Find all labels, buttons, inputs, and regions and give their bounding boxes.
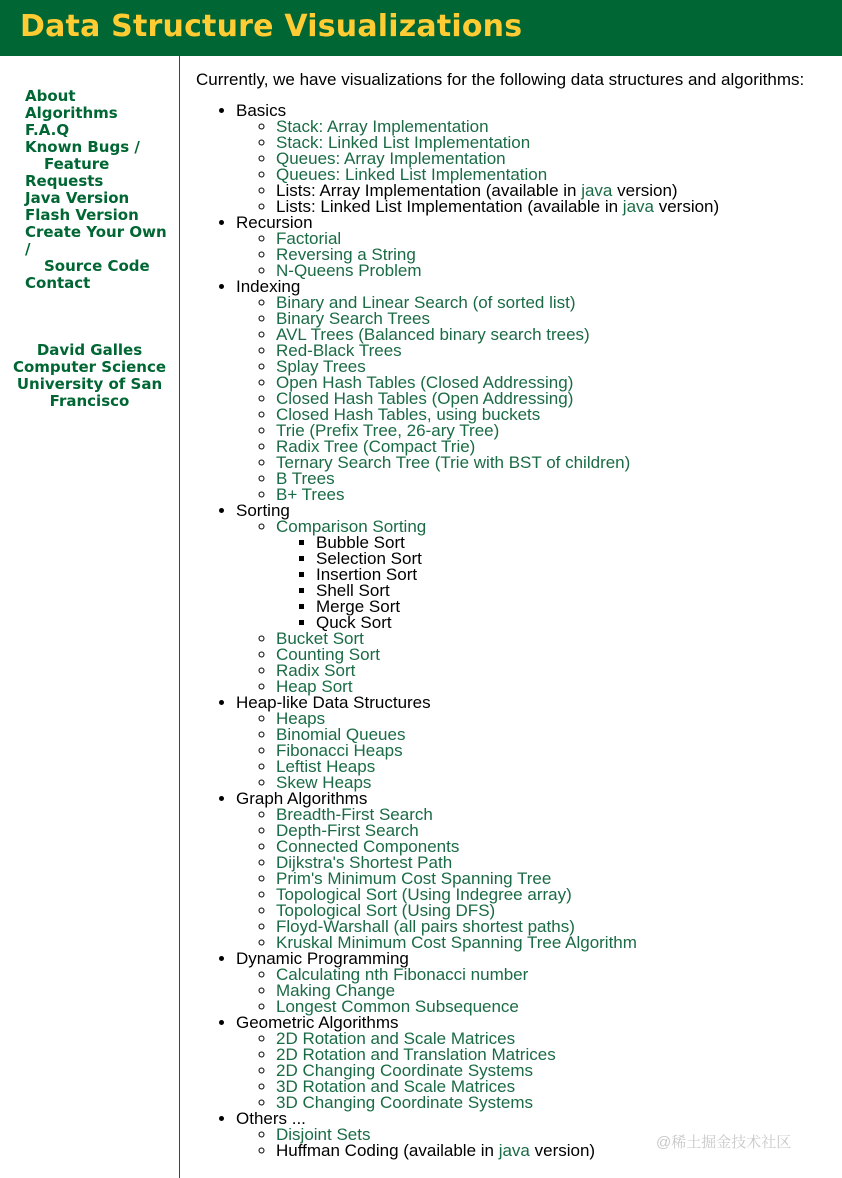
visualization-link[interactable]: Leftist Heaps <box>276 757 376 776</box>
sub-list-item: ▪ Shell Sort <box>316 583 836 599</box>
visualization-link[interactable]: Breadth-First Search <box>276 805 433 824</box>
sidebar-link-label: F.A.Q <box>25 121 70 139</box>
visualization-link[interactable]: Ternary Search Tree (Trie with BST of children) <box>276 453 631 472</box>
sub-item-list <box>276 535 836 631</box>
visualization-link[interactable]: Stack: Linked List Implementation <box>276 133 531 152</box>
sidebar-nav <box>25 88 175 292</box>
sub-list-item: ▪ Insertion Sort <box>316 567 836 583</box>
section-graph-algorithms <box>236 791 836 951</box>
sidebar <box>0 56 180 1178</box>
item-text-suffix: version) <box>653 197 720 216</box>
visualization-link[interactable]: Topological Sort (Using Indegree array) <box>276 885 572 904</box>
visualization-link[interactable]: B+ Trees <box>276 485 345 504</box>
list-item <box>276 199 836 215</box>
item-text: Huffman Coding (available in <box>276 1141 499 1160</box>
section-title: Recursion <box>236 213 313 232</box>
section-title: Indexing <box>236 277 301 296</box>
sidebar-link-label: Algorithms <box>25 104 118 122</box>
sidebar-link-label: / <box>25 240 31 258</box>
sidebar-link-label: Java Version <box>25 189 130 207</box>
visualization-link[interactable]: Bucket Sort <box>276 629 364 648</box>
list-item <box>276 263 836 279</box>
item-text: Lists: Linked List Implementation (available in <box>276 197 623 216</box>
sidebar-link-label: Known Bugs / <box>25 138 140 156</box>
section-title: Others ... <box>236 1109 306 1128</box>
visualization-link[interactable]: Closed Hash Tables, using buckets <box>276 405 541 424</box>
item-list <box>236 711 836 791</box>
visualization-link[interactable]: Dijkstra's Shortest Path <box>276 853 453 872</box>
sidebar-link-label: Flash Version <box>25 206 139 224</box>
section-basics <box>236 103 836 215</box>
section-heap-like-data-structures <box>236 695 836 791</box>
visualization-link[interactable]: Floyd-Warshall (all pairs shortest paths) <box>276 917 575 936</box>
visualization-link[interactable]: Binomial Queues <box>276 725 406 744</box>
visualization-link[interactable]: Red-Black Trees <box>276 341 402 360</box>
item-list <box>236 967 836 1015</box>
section-recursion <box>236 215 836 279</box>
visualization-link[interactable]: B Trees <box>276 469 335 488</box>
section-title: Basics <box>236 101 287 120</box>
visualization-link[interactable]: Fibonacci Heaps <box>276 741 403 760</box>
item-list <box>236 519 836 695</box>
section-geometric-algorithms <box>236 1015 836 1111</box>
item-list <box>236 807 836 951</box>
visualization-link[interactable]: Stack: Array Implementation <box>276 117 489 136</box>
section-indexing <box>236 279 836 503</box>
section-title: Heap-like Data Structures <box>236 693 431 712</box>
visualization-link[interactable]: 3D Rotation and Scale Matrices <box>276 1077 516 1096</box>
section-list <box>196 103 836 1159</box>
visualization-link[interactable]: Longest Common Subsequence <box>276 997 519 1016</box>
page-header <box>0 0 842 56</box>
visualization-link[interactable]: Kruskal Minimum Cost Spanning Tree Algorithm <box>276 933 637 952</box>
section-title: Dynamic Programming <box>236 949 409 968</box>
credit-line: David Galles <box>36 341 143 359</box>
java-version-link[interactable]: java <box>622 197 654 216</box>
visualization-link[interactable]: Topological Sort (Using DFS) <box>276 901 496 920</box>
author-credits <box>0 342 179 410</box>
list-item <box>276 663 836 679</box>
visualization-link[interactable]: Trie (Prefix Tree, 26-ary Tree) <box>276 421 500 440</box>
visualization-link[interactable]: Binary and Linear Search (of sorted list) <box>276 293 576 312</box>
sidebar-link-java-version[interactable] <box>25 190 175 207</box>
sidebar-link-label: Requests <box>25 172 104 190</box>
item-list <box>236 231 836 279</box>
visualization-link[interactable]: Disjoint Sets <box>276 1125 371 1144</box>
visualization-link[interactable]: Radix Sort <box>276 661 356 680</box>
section-title: Sorting <box>236 501 290 520</box>
item-list <box>236 1031 836 1111</box>
visualization-link[interactable]: Calculating nth Fibonacci number <box>276 965 529 984</box>
sidebar-link-label: Create Your Own <box>25 223 167 241</box>
sidebar-link-flash-version[interactable] <box>25 207 175 224</box>
sidebar-link-contact[interactable] <box>25 275 175 292</box>
item-list <box>236 119 836 215</box>
list-item <box>276 647 836 663</box>
page-title: Data Structure Visualizations <box>20 9 523 44</box>
visualization-link[interactable]: Binary Search Trees <box>276 309 431 328</box>
sub-list-item: ▪ Merge Sort <box>316 599 836 615</box>
visualization-link[interactable]: N-Queens Problem <box>276 261 422 280</box>
visualization-link[interactable]: Depth-First Search <box>276 821 419 840</box>
section-sorting <box>236 503 836 695</box>
sidebar-link-label: Source Code <box>44 257 150 275</box>
list-item <box>276 455 836 471</box>
visualization-link[interactable]: Prim's Minimum Cost Spanning Tree <box>276 869 552 888</box>
item-text-suffix: version) <box>612 181 678 200</box>
section-dynamic-programming <box>236 951 836 1015</box>
sidebar-link-f-a-q[interactable] <box>25 122 175 139</box>
watermark: @稀土掘金技术社区 <box>656 1134 792 1151</box>
visualization-link[interactable]: Reversing a String <box>276 245 416 264</box>
visualization-link[interactable]: AVL Trees (Balanced binary search trees) <box>276 325 590 344</box>
visualization-link[interactable]: Radix Tree (Compact Trie) <box>276 437 476 456</box>
visualization-link[interactable]: Heap Sort <box>276 677 353 696</box>
visualization-link[interactable]: 2D Rotation and Scale Matrices <box>276 1029 516 1048</box>
credit-line: Computer Science <box>12 358 167 376</box>
visualization-link[interactable]: Queues: Array Implementation <box>276 149 506 168</box>
sub-list-item: ▪ Selection Sort <box>316 551 836 567</box>
main-content <box>196 70 836 1159</box>
item-text: Lists: Array Implementation (available in <box>276 181 582 200</box>
visualization-link[interactable]: Queues: Linked List Implementation <box>276 165 548 184</box>
visualization-link[interactable]: Heaps <box>276 709 326 728</box>
visualization-link[interactable]: Comparison Sorting <box>276 517 427 536</box>
sidebar-link-about[interactable] <box>25 88 175 105</box>
list-item <box>276 1095 836 1111</box>
intro-text: Currently, we have visualizations for the following data structures and algorithms: <box>196 70 805 89</box>
visualization-link[interactable]: Splay Trees <box>276 357 366 376</box>
visualization-link[interactable]: Counting Sort <box>276 645 380 664</box>
list-item <box>276 519 836 631</box>
item-text-suffix: version) <box>529 1141 596 1160</box>
item-list <box>236 295 836 503</box>
sidebar-link-known-bugs[interactable] <box>25 139 175 190</box>
sub-list-item: ▪ Bubble Sort <box>316 535 836 551</box>
java-version-link[interactable]: java <box>498 1141 530 1160</box>
list-item <box>276 471 836 487</box>
sidebar-link-algorithms[interactable] <box>25 105 175 122</box>
sidebar-link-create-your-own[interactable] <box>25 224 175 275</box>
visualization-link[interactable]: Factorial <box>276 229 342 248</box>
sidebar-link-label: Feature <box>44 155 110 173</box>
sidebar-link-label: About <box>25 87 76 105</box>
visualization-link[interactable]: Connected Components <box>276 837 460 856</box>
section-title: Graph Algorithms <box>236 789 368 808</box>
visualization-link[interactable]: Closed Hash Tables (Open Addressing) <box>276 389 574 408</box>
visualization-link[interactable]: 3D Changing Coordinate Systems <box>276 1093 534 1112</box>
visualization-link[interactable]: Skew Heaps <box>276 773 372 792</box>
credit-line: Francisco <box>49 392 130 410</box>
sidebar-link-label: Contact <box>25 274 91 292</box>
visualization-link[interactable]: 2D Changing Coordinate Systems <box>276 1061 534 1080</box>
visualization-link[interactable]: Making Change <box>276 981 396 1000</box>
sub-list-item: ▪ Quck Sort <box>316 615 836 631</box>
visualization-link[interactable]: 2D Rotation and Translation Matrices <box>276 1045 556 1064</box>
credit-line: University of San <box>16 375 163 393</box>
visualization-link[interactable]: Open Hash Tables (Closed Addressing) <box>276 373 574 392</box>
java-version-link[interactable]: java <box>581 181 613 200</box>
section-title: Geometric Algorithms <box>236 1013 399 1032</box>
list-item <box>276 487 836 503</box>
